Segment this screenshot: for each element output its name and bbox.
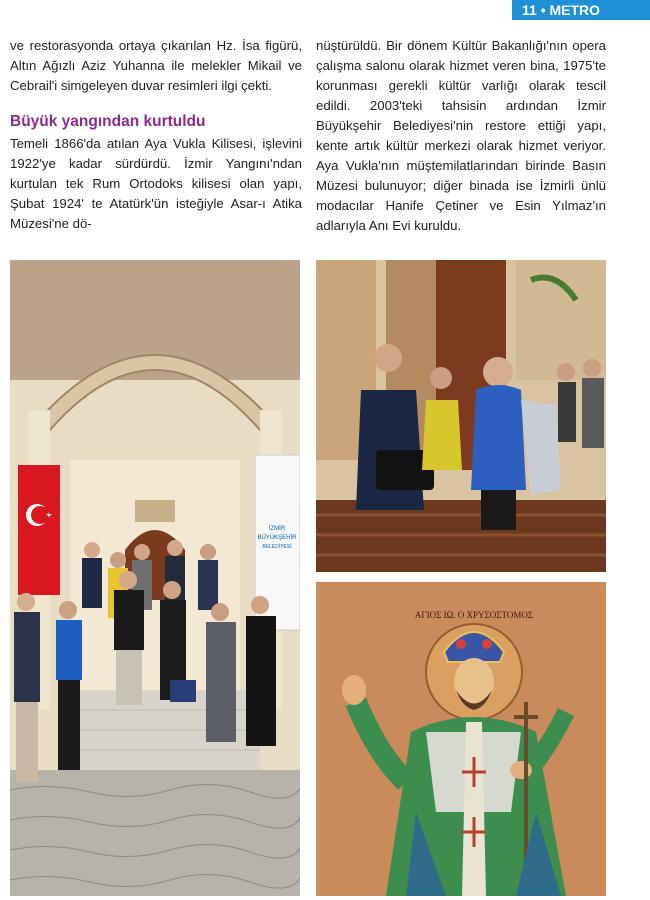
page-number-badge: 11 • METRO bbox=[512, 0, 650, 20]
banner-text-2: BÜYÜKŞEHİR bbox=[257, 535, 297, 541]
banner-text-3: BELEDİYESİ bbox=[262, 544, 292, 550]
group-photo-church-entrance bbox=[10, 260, 300, 896]
article-subheading: Büyük yangından kurtuldu bbox=[10, 113, 206, 130]
visitors-inside-church-photo bbox=[316, 260, 606, 572]
saint-fresco-photo bbox=[316, 582, 606, 896]
article-left-column bbox=[10, 36, 302, 234]
fresco-inscription: ΑΓΙΟΣ ΙΩ. Ο ΧΡΥΣΟΣΤΟΜΟΣ bbox=[414, 610, 534, 620]
left-column-body: Temeli 1866'da atılan Aya Vukla Kilisesi, işlevini 1922'ye kadar sürdürdü. İzmir Yangını'ndan kurtulan tek Rum Ortodoks kilisesi olan yapı, Şubat 1924' te Atatürk'ün isteğiyle Asar-ı Atika Müzesi'ne dö- bbox=[10, 136, 302, 231]
right-column-body: nüştürüldü. Bir dönem Kültür Bakanlığı'nın opera çalışma salonu olarak hizmet veren bina, 1975'te korunması gerekli kültür varlığı olarak tescil edildi. 2003'teki tahsisin ardından İzmir Büyükşehir Belediyesi'nin restore ettiği yapı, kente artık kültür merkezi olarak hizmet veriyor. Aya Vukla'nın müştemilatlarından birinde Basın Müzesi bulunuyor; diğer binada ise İzmirli ünlü modacılar Hanife Çetiner ve Esin Yılmaz'ın adlarıyla Anı Evi kuruldu. bbox=[316, 38, 606, 233]
left-column-intro: ve restorasyonda ortaya çıkarılan Hz. İsa figürü, Altın Ağızlı Aziz Yuhanna ile melekler Mikail ve Cebrail'i simgeleyen duvar resimleri ilgi çekti. bbox=[10, 38, 302, 93]
banner-text-1: İZMİR bbox=[268, 526, 286, 532]
article-right-column bbox=[316, 36, 606, 236]
